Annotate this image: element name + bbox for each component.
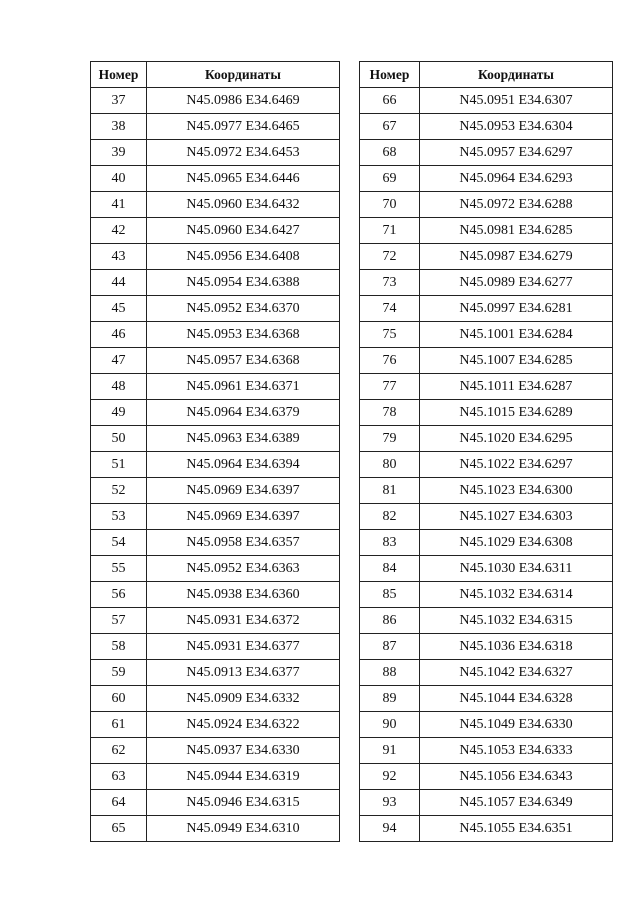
point-number: 64 <box>91 790 147 816</box>
point-coordinates: N45.0952 E34.6370 <box>147 296 340 322</box>
table-row <box>360 244 613 270</box>
table-row <box>91 764 340 790</box>
point-number: 90 <box>360 712 420 738</box>
point-number: 93 <box>360 790 420 816</box>
table-row <box>360 556 613 582</box>
point-number: 58 <box>91 634 147 660</box>
point-coordinates: N45.0961 E34.6371 <box>147 374 340 400</box>
point-coordinates: N45.0931 E34.6372 <box>147 608 340 634</box>
table-row <box>360 192 613 218</box>
table-row <box>360 608 613 634</box>
point-number: 82 <box>360 504 420 530</box>
point-number: 45 <box>91 296 147 322</box>
point-number: 75 <box>360 322 420 348</box>
table-row <box>91 712 340 738</box>
point-coordinates: N45.0960 E34.6432 <box>147 192 340 218</box>
table-row <box>91 608 340 634</box>
point-number: 70 <box>360 192 420 218</box>
point-coordinates: N45.0965 E34.6446 <box>147 166 340 192</box>
point-coordinates: N45.1044 E34.6328 <box>420 686 613 712</box>
table-row <box>91 88 340 114</box>
point-number: 68 <box>360 140 420 166</box>
point-coordinates: N45.0987 E34.6279 <box>420 244 613 270</box>
table-body <box>91 88 340 842</box>
point-number: 78 <box>360 400 420 426</box>
point-coordinates: N45.0951 E34.6307 <box>420 88 613 114</box>
point-coordinates: N45.0944 E34.6319 <box>147 764 340 790</box>
column-header-number: Номер <box>360 62 420 88</box>
point-coordinates: N45.0986 E34.6469 <box>147 88 340 114</box>
point-coordinates: N45.0981 E34.6285 <box>420 218 613 244</box>
point-number: 60 <box>91 686 147 712</box>
table-row <box>91 192 340 218</box>
table-row <box>91 218 340 244</box>
table-row <box>91 634 340 660</box>
column-header-coordinates: Координаты <box>147 62 340 88</box>
table-row <box>360 452 613 478</box>
table-row <box>91 166 340 192</box>
point-coordinates: N45.0938 E34.6360 <box>147 582 340 608</box>
table-row <box>360 218 613 244</box>
table-row <box>91 530 340 556</box>
point-coordinates: N45.0977 E34.6465 <box>147 114 340 140</box>
table-row <box>91 816 340 842</box>
point-coordinates: N45.1015 E34.6289 <box>420 400 613 426</box>
point-coordinates: N45.0989 E34.6277 <box>420 270 613 296</box>
point-coordinates: N45.1057 E34.6349 <box>420 790 613 816</box>
point-coordinates: N45.0937 E34.6330 <box>147 738 340 764</box>
table-row <box>91 478 340 504</box>
point-number: 76 <box>360 348 420 374</box>
table-row <box>91 270 340 296</box>
point-number: 49 <box>91 400 147 426</box>
point-number: 39 <box>91 140 147 166</box>
table-row <box>360 816 613 842</box>
point-coordinates: N45.0960 E34.6427 <box>147 218 340 244</box>
point-coordinates: N45.1032 E34.6315 <box>420 608 613 634</box>
table-row <box>91 322 340 348</box>
point-coordinates: N45.0969 E34.6397 <box>147 504 340 530</box>
point-number: 71 <box>360 218 420 244</box>
point-coordinates: N45.1032 E34.6314 <box>420 582 613 608</box>
point-number: 91 <box>360 738 420 764</box>
table-row <box>360 400 613 426</box>
point-number: 79 <box>360 426 420 452</box>
table-row <box>360 790 613 816</box>
point-number: 89 <box>360 686 420 712</box>
point-coordinates: N45.0952 E34.6363 <box>147 556 340 582</box>
coordinates-table-right <box>359 61 613 842</box>
point-number: 83 <box>360 530 420 556</box>
point-number: 80 <box>360 452 420 478</box>
point-number: 40 <box>91 166 147 192</box>
point-coordinates: N45.0946 E34.6315 <box>147 790 340 816</box>
table-row <box>360 374 613 400</box>
table-row <box>91 348 340 374</box>
point-coordinates: N45.0913 E34.6377 <box>147 660 340 686</box>
table-row <box>360 270 613 296</box>
point-coordinates: N45.0964 E34.6394 <box>147 452 340 478</box>
table-row <box>91 296 340 322</box>
point-number: 57 <box>91 608 147 634</box>
point-number: 81 <box>360 478 420 504</box>
point-coordinates: N45.0972 E34.6453 <box>147 140 340 166</box>
table-row <box>91 556 340 582</box>
table-row <box>360 140 613 166</box>
point-number: 77 <box>360 374 420 400</box>
point-coordinates: N45.1056 E34.6343 <box>420 764 613 790</box>
point-number: 38 <box>91 114 147 140</box>
point-number: 42 <box>91 218 147 244</box>
point-coordinates: N45.0924 E34.6322 <box>147 712 340 738</box>
point-number: 37 <box>91 88 147 114</box>
point-coordinates: N45.0954 E34.6388 <box>147 270 340 296</box>
table-row <box>91 660 340 686</box>
point-number: 66 <box>360 88 420 114</box>
point-coordinates: N45.1007 E34.6285 <box>420 348 613 374</box>
point-coordinates: N45.0953 E34.6368 <box>147 322 340 348</box>
point-coordinates: N45.0931 E34.6377 <box>147 634 340 660</box>
point-number: 61 <box>91 712 147 738</box>
point-number: 50 <box>91 426 147 452</box>
point-number: 56 <box>91 582 147 608</box>
point-number: 46 <box>91 322 147 348</box>
table-row <box>91 374 340 400</box>
table-body <box>360 88 613 842</box>
point-coordinates: N45.0949 E34.6310 <box>147 816 340 842</box>
point-number: 67 <box>360 114 420 140</box>
point-number: 73 <box>360 270 420 296</box>
table-row <box>91 452 340 478</box>
point-coordinates: N45.1022 E34.6297 <box>420 452 613 478</box>
point-coordinates: N45.1020 E34.6295 <box>420 426 613 452</box>
table-row <box>360 114 613 140</box>
table-row <box>360 504 613 530</box>
table-row <box>91 244 340 270</box>
point-number: 47 <box>91 348 147 374</box>
table-row <box>360 582 613 608</box>
point-coordinates: N45.0956 E34.6408 <box>147 244 340 270</box>
point-number: 44 <box>91 270 147 296</box>
point-number: 88 <box>360 660 420 686</box>
column-header-coordinates: Координаты <box>420 62 613 88</box>
table-row <box>91 140 340 166</box>
table-row <box>91 426 340 452</box>
table-row <box>360 322 613 348</box>
point-coordinates: N45.1036 E34.6318 <box>420 634 613 660</box>
point-number: 43 <box>91 244 147 270</box>
table-row <box>360 634 613 660</box>
point-number: 85 <box>360 582 420 608</box>
table-row <box>360 166 613 192</box>
point-number: 65 <box>91 816 147 842</box>
point-coordinates: N45.1027 E34.6303 <box>420 504 613 530</box>
point-coordinates: N45.0997 E34.6281 <box>420 296 613 322</box>
table-row <box>360 348 613 374</box>
point-coordinates: N45.0963 E34.6389 <box>147 426 340 452</box>
point-coordinates: N45.1055 E34.6351 <box>420 816 613 842</box>
table-row <box>91 114 340 140</box>
coordinates-table-left <box>90 61 340 842</box>
point-coordinates: N45.1030 E34.6311 <box>420 556 613 582</box>
point-coordinates: N45.1001 E34.6284 <box>420 322 613 348</box>
table-row <box>360 712 613 738</box>
point-number: 86 <box>360 608 420 634</box>
point-number: 52 <box>91 478 147 504</box>
point-coordinates: N45.1042 E34.6327 <box>420 660 613 686</box>
point-number: 55 <box>91 556 147 582</box>
point-coordinates: N45.0972 E34.6288 <box>420 192 613 218</box>
table-row <box>360 530 613 556</box>
point-number: 41 <box>91 192 147 218</box>
point-coordinates: N45.1053 E34.6333 <box>420 738 613 764</box>
table-header-row <box>360 62 613 88</box>
point-coordinates: N45.0957 E34.6368 <box>147 348 340 374</box>
table-row <box>360 478 613 504</box>
table-row <box>360 296 613 322</box>
point-number: 87 <box>360 634 420 660</box>
table-row <box>91 738 340 764</box>
table-row <box>360 764 613 790</box>
table-row <box>360 426 613 452</box>
point-number: 92 <box>360 764 420 790</box>
point-number: 69 <box>360 166 420 192</box>
point-number: 51 <box>91 452 147 478</box>
table-row <box>360 88 613 114</box>
point-number: 63 <box>91 764 147 790</box>
point-coordinates: N45.0969 E34.6397 <box>147 478 340 504</box>
point-coordinates: N45.0953 E34.6304 <box>420 114 613 140</box>
table-row <box>360 660 613 686</box>
table-row <box>91 504 340 530</box>
table-header-row <box>91 62 340 88</box>
point-number: 62 <box>91 738 147 764</box>
column-header-number: Номер <box>91 62 147 88</box>
point-number: 54 <box>91 530 147 556</box>
point-number: 84 <box>360 556 420 582</box>
point-number: 72 <box>360 244 420 270</box>
point-number: 59 <box>91 660 147 686</box>
point-coordinates: N45.0958 E34.6357 <box>147 530 340 556</box>
point-coordinates: N45.1049 E34.6330 <box>420 712 613 738</box>
table-row <box>91 400 340 426</box>
point-coordinates: N45.1011 E34.6287 <box>420 374 613 400</box>
table-row <box>360 686 613 712</box>
point-coordinates: N45.0964 E34.6293 <box>420 166 613 192</box>
point-coordinates: N45.0909 E34.6332 <box>147 686 340 712</box>
point-coordinates: N45.0957 E34.6297 <box>420 140 613 166</box>
point-number: 48 <box>91 374 147 400</box>
point-coordinates: N45.0964 E34.6379 <box>147 400 340 426</box>
table-row <box>91 790 340 816</box>
table-row <box>91 686 340 712</box>
point-number: 74 <box>360 296 420 322</box>
table-row <box>91 582 340 608</box>
point-coordinates: N45.1029 E34.6308 <box>420 530 613 556</box>
point-coordinates: N45.1023 E34.6300 <box>420 478 613 504</box>
point-number: 94 <box>360 816 420 842</box>
table-row <box>360 738 613 764</box>
point-number: 53 <box>91 504 147 530</box>
